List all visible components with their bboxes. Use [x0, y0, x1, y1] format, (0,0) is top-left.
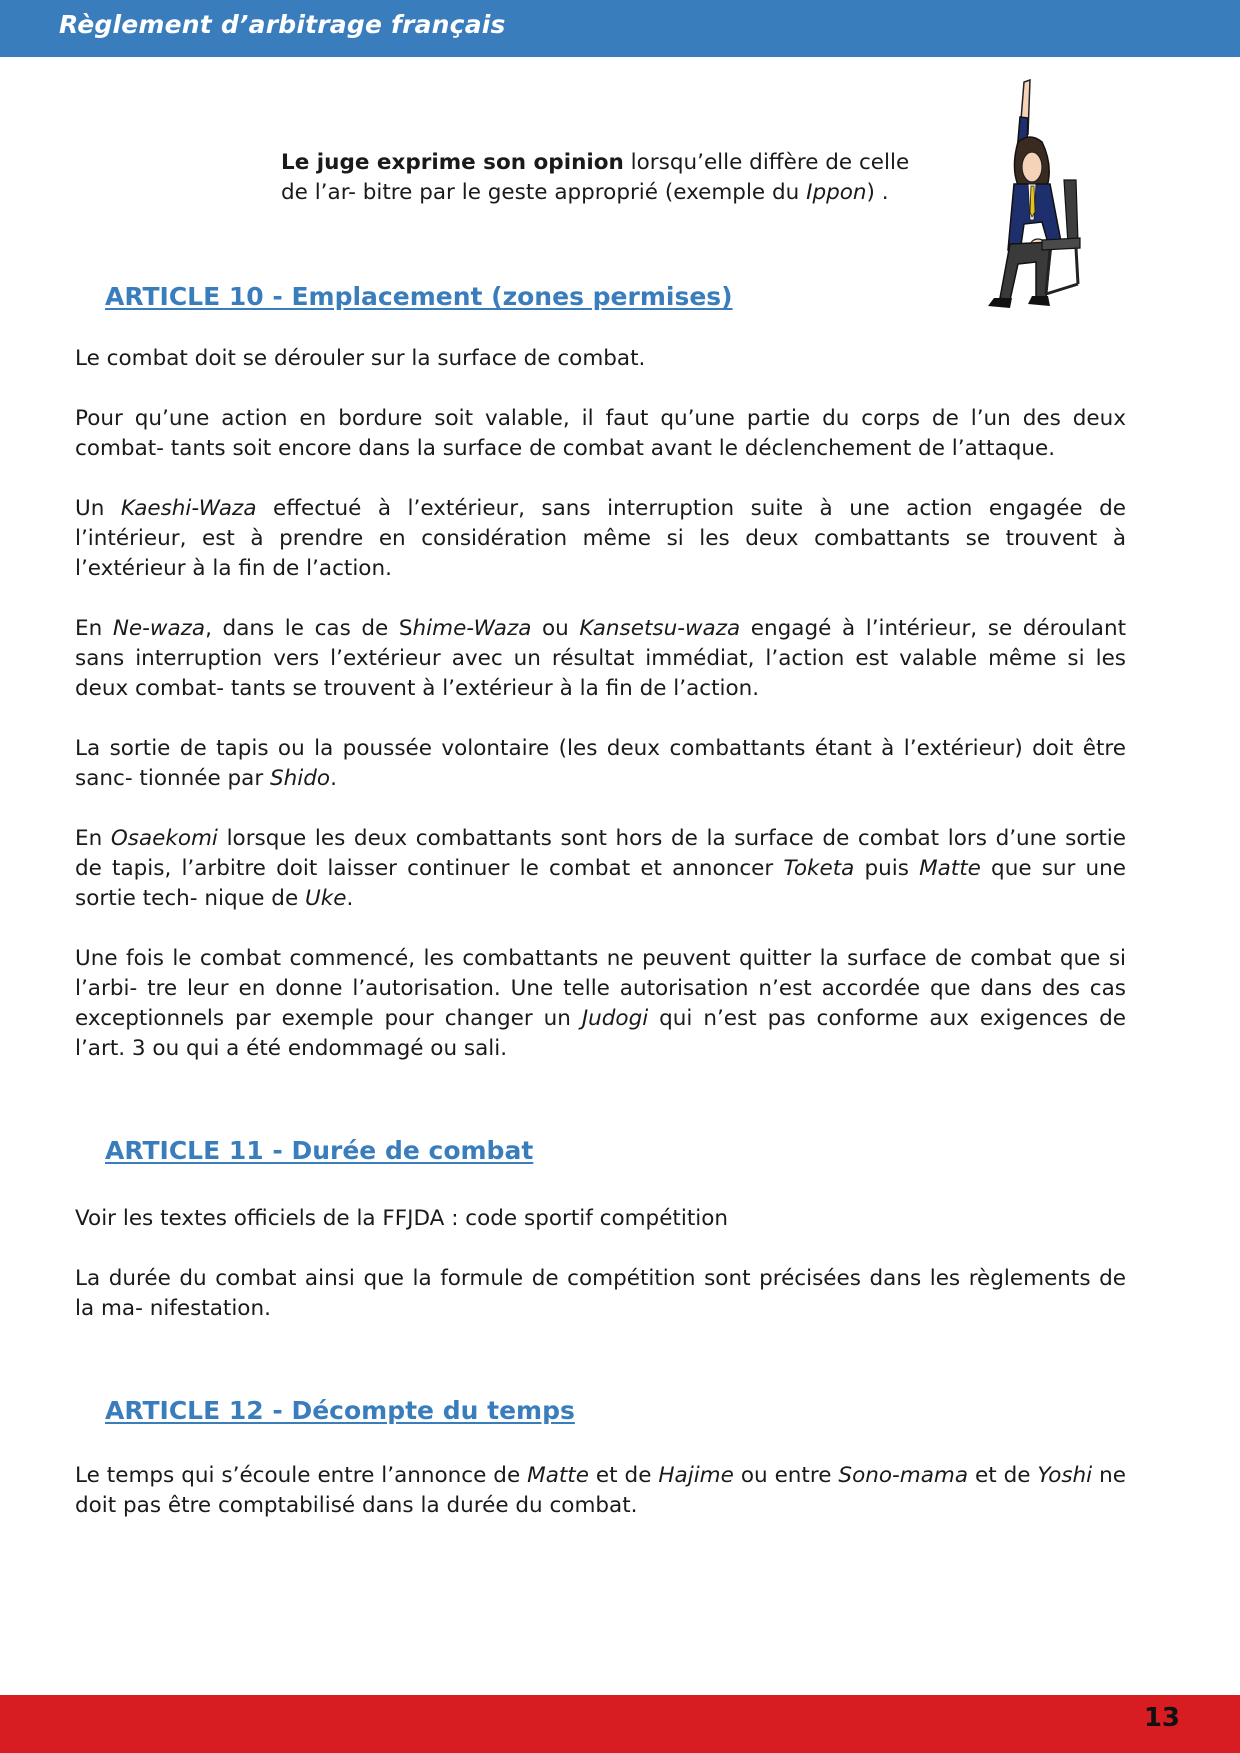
text: La sortie de tapis ou la poussée volontaire (les deux combattants étant à l’extérieur) doit être sanc- tionnée par — [75, 736, 1126, 791]
term: Kansetsu-waza — [579, 616, 741, 641]
page-number: 13 — [1143, 1703, 1180, 1733]
term: Ne-waza — [112, 616, 206, 641]
article-10-para-2: Pour qu’une action en bordure soit valable, il faut qu’une partie du corps de l’un des deux combat- tants soit encore dans la surface de combat avant le déclenchement de l’attaque. — [75, 406, 1126, 461]
text: Un — [75, 496, 121, 521]
text: En — [75, 826, 111, 851]
text: lorsque les deux combattants sont hors de la surface de combat lors d’une sortie de tapis, l’arbitre doit laisser continuer le combat et annoncer — [75, 826, 1126, 881]
text: Le temps qui s’écoule entre l’annonce de — [75, 1463, 528, 1488]
article-10-title: ARTICLE 10 - Emplacement (zones permises) — [105, 282, 733, 311]
text: qui n’est pas conforme aux exigences de l’art. 3 ou qui a été endommagé ou sali. — [75, 1006, 1127, 1061]
article-12-para-1 — [75, 1461, 1126, 1521]
term: Osaekomi — [110, 826, 218, 851]
text: ne doit pas être comptabilisé dans la durée du combat. — [75, 1463, 1126, 1518]
text: et de — [968, 1463, 1038, 1488]
text: En — [75, 616, 113, 641]
article-11-title: ARTICLE 11 - Durée de combat — [105, 1136, 534, 1165]
intro-text-end: ) . — [866, 180, 889, 205]
text: ou — [531, 616, 580, 641]
seated-judge-illustration — [980, 72, 1100, 317]
header-bar — [0, 0, 1240, 57]
term: Hajime — [658, 1463, 734, 1488]
intro-text: lorsqu’elle diffère de celle de l’ar- bitre par le geste approprié (exemple du — [281, 150, 910, 205]
term: Toketa — [783, 856, 855, 881]
term: Sono-mama — [838, 1463, 968, 1488]
text: engagé à l’intérieur, se déroulant sans interruption vers l’extérieur avec un résultat immédiat, l’action est valable même si les deux combat- tants se trouvent à l’extérieur à la fin de l’action. — [75, 616, 1126, 701]
text: que sur une sortie tech- nique de — [75, 856, 1126, 911]
intro-ippon: Ippon — [806, 180, 867, 205]
term: Kaeshi-Waza — [120, 496, 257, 521]
article-10-para-3 — [75, 494, 1126, 584]
article-10-para-4 — [75, 614, 1126, 704]
term: Uke — [305, 886, 347, 911]
intro-paragraph — [281, 148, 921, 208]
article-11-para-1: Voir les textes officiels de la FFJDA : code sportif compétition — [75, 1206, 729, 1231]
footer-bar — [0, 1695, 1240, 1753]
article-12-title: ARTICLE 12 - Décompte du temps — [105, 1396, 575, 1425]
term: Shido — [270, 766, 331, 791]
header-title: Règlement d’arbitrage français — [59, 10, 506, 39]
term: Judogi — [581, 1006, 649, 1031]
article-10-para-6 — [75, 824, 1126, 914]
text: Une fois le combat commencé, les combattants ne peuvent quitter la surface de combat que si l’arbi- tre leur en donne l’autorisation. Une telle autorisation n’est accordée que dans des cas exceptionnels par exemple pour changer un — [75, 946, 1126, 1031]
text: effectué à l’extérieur, sans interruption suite à une action engagée de l’intérieur, est à prendre en considération même si les deux combattants se trouvent à l’extérieur à la fin de l’action. — [75, 496, 1126, 581]
article-10-para-1: Le combat doit se dérouler sur la surface de combat. — [75, 346, 646, 371]
text: , dans le cas de S — [205, 616, 413, 641]
text: . — [346, 886, 354, 911]
intro-bold: Le juge exprime son opinion — [281, 150, 624, 175]
text: et de — [588, 1463, 659, 1488]
text: . — [330, 766, 337, 791]
term: Matte — [919, 856, 981, 881]
article-10-para-5 — [75, 734, 1126, 794]
text: puis — [854, 856, 920, 881]
article-11-para-2: La durée du combat ainsi que la formule de compétition sont précisées dans les règlements de la ma- nifestation. — [75, 1266, 1126, 1321]
term: Matte — [527, 1463, 589, 1488]
term: hime-Waza — [412, 616, 532, 641]
text: ou entre — [733, 1463, 839, 1488]
term: Yoshi — [1037, 1463, 1093, 1488]
article-10-para-7 — [75, 944, 1126, 1064]
